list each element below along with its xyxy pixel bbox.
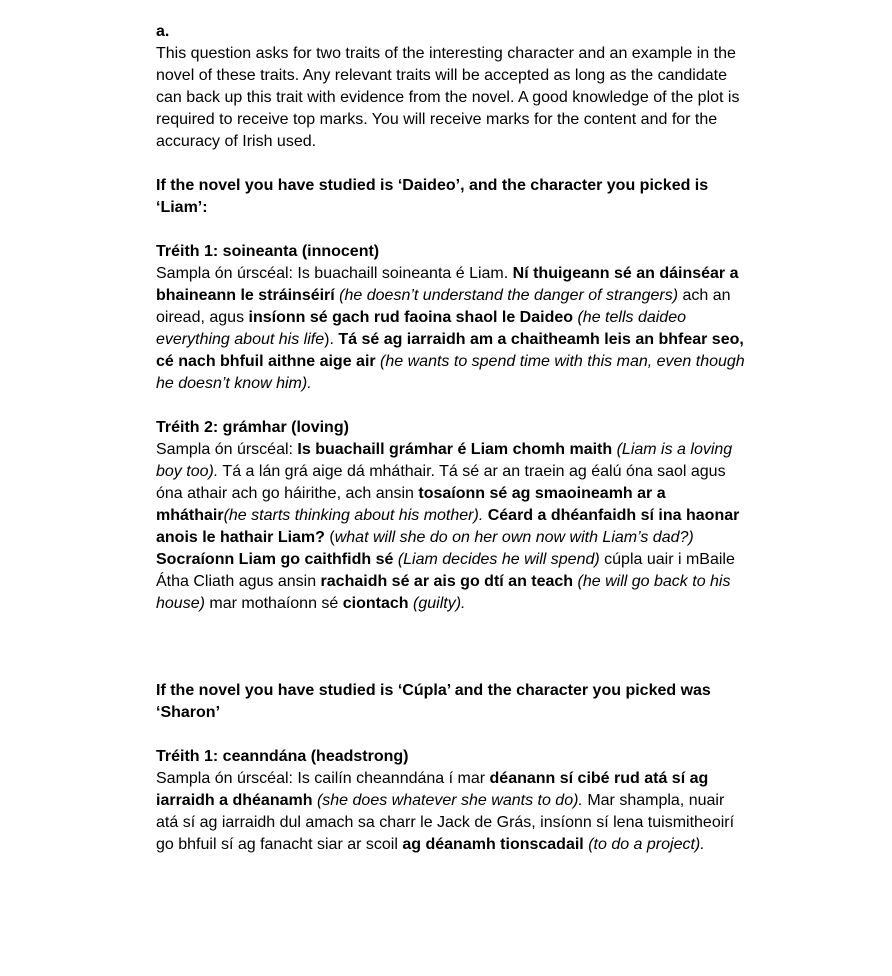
text-run: Socraíonn Liam go caithfidh sé (156, 551, 394, 568)
text-run: Mar shampla, nuair atá sí ag iarraidh dul amach sa charr le Jack de Grás, insíonn sí lena tuismitheoirí go bhfuil sí ag fanacht siar ar scoil (156, 792, 735, 853)
cupla-trait1-heading: Tréith 1: ceanndána (headstrong) (156, 748, 409, 765)
text-run: (Liam decides he will spend) (393, 551, 600, 568)
cupla-heading: If the novel you have studied is ‘Cúpla’ and the character you picked was ‘Sharon’ (156, 682, 711, 721)
daideo-trait2-paragraph (156, 439, 746, 615)
text-run: (Liam is a loving boy too). (156, 441, 733, 480)
text-run: cúpla uair i mBaile Átha Cliath agus ansin (156, 551, 735, 590)
daideo-trait1-heading: Tréith 1: soineanta (innocent) (156, 243, 380, 260)
text-run: mar mothaíonn sé (204, 595, 343, 612)
text-run: Sampla ón úrscéal: Is buachaill soineanta é Liam. (156, 265, 513, 282)
text-run: (he tells daideo everything about his life (156, 309, 686, 348)
daideo-trait2-heading: Tréith 2: grámhar (loving) (156, 419, 349, 436)
cupla-trait1-paragraph (156, 768, 746, 856)
text-run: Ní thuigeann sé an dáinséar a bhaineann le stráinséirí (156, 265, 739, 304)
daideo-trait1-paragraph (156, 263, 746, 395)
text-run: rachaidh sé ar ais go dtí an teach (320, 573, 574, 590)
text-run: (guilty). (408, 595, 466, 612)
daideo-heading: If the novel you have studied is ‘Daideo’, and the character you picked is ‘Liam’: (156, 177, 709, 216)
text-run: Sampla ón úrscéal: (156, 441, 298, 458)
text-run: ( (324, 529, 335, 546)
text-run: (he will go back to his house) (156, 573, 731, 612)
section-label: a. (156, 23, 170, 40)
text-run: Tá sé ag iarraidh am a chaitheamh leis an bhfear seo, cé nach bhfuil aithne aige air (156, 331, 744, 370)
text-run: (he doesn’t understand the danger of strangers) (334, 287, 679, 304)
intro-paragraph: This question asks for two traits of the interesting character and an example in the novel of these traits. Any relevant traits will be accepted as long as the candidate can back up this trait with evidence from the novel. A good knowledge of the plot is required to receive top marks. You will receive marks for the content and for the accuracy of Irish used. (156, 45, 740, 150)
text-run: Is buachaill grámhar é Liam chomh maith (297, 441, 613, 458)
text-run: Céard a dhéanfaidh sí ina haonar anois le hathair Liam? (156, 507, 740, 546)
text-run: insíonn sé gach rud faoina shaol le Daideo (248, 309, 574, 326)
text-run: (he starts thinking about his mother). (223, 507, 484, 524)
text-run: (to do a project). (583, 836, 705, 853)
text-run: (he wants to spend time with this man, even though he doesn’t know him). (156, 353, 745, 392)
text-run: ag déanamh tionscadail (402, 836, 584, 853)
text-run: ach an oiread, agus (156, 287, 731, 326)
text-run: déanann sí cibé rud atá sí ag iarraidh a dhéanamh (156, 770, 709, 809)
text-run: what will she do on her own now with Liam’s dad?) (334, 529, 694, 546)
text-run: ciontach (342, 595, 409, 612)
text-run: Sampla ón úrscéal: Is cailín cheanndána í mar (156, 770, 490, 787)
text-run: Tá a lán grá aige dá mháthair. Tá sé ar an traein ag éalú óna saol agus óna athair ach go háirithe, ach ansin (156, 463, 726, 502)
text-run: (she does whatever she wants to do). (312, 792, 583, 809)
text-run: ). (324, 331, 339, 348)
text-run: tosaíonn sé ag smaoineamh ar a mháthair (156, 485, 666, 524)
